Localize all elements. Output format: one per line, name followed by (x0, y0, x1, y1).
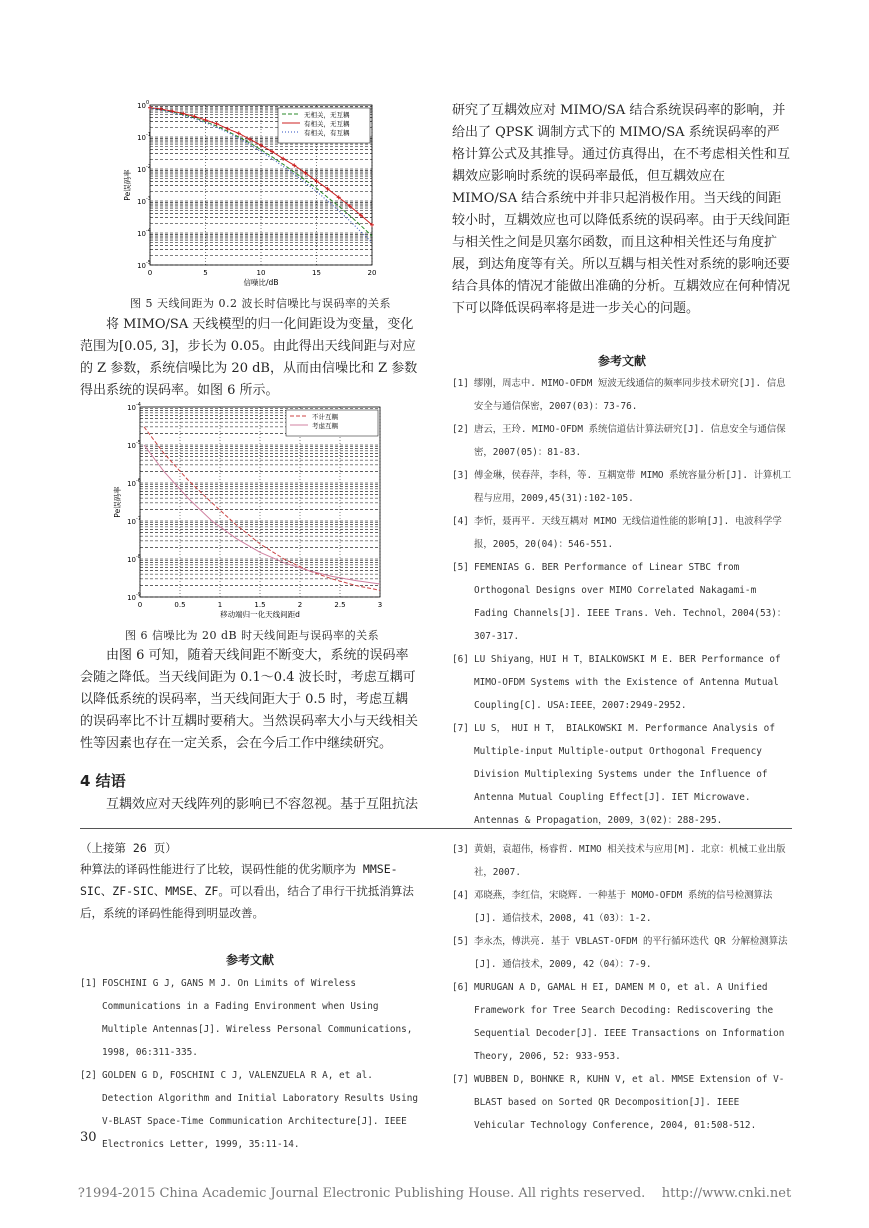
y-tick-label: 10 (137, 102, 146, 110)
copyright-footer: ?1994-2015 China Academic Journal Electronic Publishing House. All rights reserved. http://www.cnki.net (77, 1186, 792, 1201)
y-tick-exponent: -5 (136, 440, 141, 446)
x-tick-label: 0 (137, 601, 143, 609)
bottom-left-references-list (80, 972, 420, 1156)
y-tick-label: 10 (127, 480, 136, 488)
y-tick-label: 10 (137, 262, 146, 270)
x-tick-label: 5 (203, 269, 208, 277)
y-tick-exponent: -7 (136, 516, 141, 522)
x-tick-label: 2.5 (334, 601, 346, 609)
reference-text: LU S， HUI H T， BIALKOWSKI M. Performance Analysis of Multiple-input Multiple-output Orthogonal Frequency Division Multiplexing Systems under the Influence of Antenna Mutual Coupling Effect[J]. IET Microwave. Antennas & Propagation，2009，3(02)：288-295. (474, 723, 775, 826)
y-tick-exponent: -4 (136, 402, 141, 408)
reference-number: [3] (452, 844, 469, 855)
reference-item (452, 510, 792, 556)
reference-number: [1] (452, 378, 469, 389)
reference-item (452, 648, 792, 717)
reference-item (452, 464, 792, 510)
reference-text: FOSCHINI G J, GANS M J. On Limits of Wireless Communications in a Fading Environment when Using Multiple Antennas[J]. Wireless Personal Communications, 1998, 06:311-335. (102, 978, 413, 1058)
y-tick-exponent: 0 (146, 100, 150, 106)
reference-item (452, 717, 792, 832)
reference-item (452, 372, 792, 418)
y-tick-exponent: -5 (146, 260, 151, 266)
y-tick-exponent: -2 (146, 164, 151, 170)
reference-number: [6] (452, 654, 469, 665)
y-axis-label: Pe误码率 (113, 486, 122, 518)
reference-number: [3] (452, 470, 469, 481)
x-tick-label: 15 (312, 269, 321, 277)
reference-number: [2] (452, 424, 469, 435)
reference-item (80, 1064, 420, 1156)
reference-text: 邓晓燕，李红信，宋晓辉. 一种基于 MOMO-OFDM 系统的信号检测算法[J]. 通信技术，2008, 41（03）：1-2. (474, 890, 773, 924)
y-tick-label: 10 (127, 556, 136, 564)
page-number: 30 (80, 1130, 97, 1145)
reference-text: LU Shiyang，HUI H T，BIALKOWSKI M E. BER Performance of MIMO-OFDM Systems with the Existence of Antenna Mutual Coupling[C]. USA:IEEE，2007:2949-2952. (474, 654, 781, 711)
x-axis-label: 信噪比/dB (243, 278, 279, 287)
y-axis-label: Pe误码率 (123, 169, 132, 201)
reference-number: [7] (452, 1074, 469, 1085)
figure-6-caption: 图 6 信噪比为 20 dB 时天线间距与误码率的关系 (125, 629, 380, 642)
legend-label: 有相关，无互耦 (304, 120, 350, 128)
y-tick-exponent: -6 (136, 478, 141, 484)
x-tick-label: 3 (377, 601, 383, 609)
x-tick-label: 10 (256, 269, 266, 277)
right-references-title: 参考文献 (597, 354, 646, 368)
reference-item (452, 930, 792, 976)
reference-number: [1] (80, 978, 97, 989)
x-tick-label: 1.5 (254, 601, 266, 609)
y-tick-label: 10 (137, 230, 146, 238)
y-tick-exponent: -9 (136, 592, 141, 598)
reference-item (452, 418, 792, 464)
legend-label: 考虑互耦 (312, 422, 338, 430)
section-divider (80, 828, 792, 829)
reference-number: [4] (452, 516, 469, 527)
figure-5-chart (110, 95, 390, 290)
section-title: 4 结语 (80, 772, 126, 790)
x-tick-label: 2 (297, 601, 303, 609)
left-paragraph-1: 将 MIMO/SA 天线模型的归一化间距设为变量，变化范围为[0.05, 3]，步长为 0.05。由此得出天线间距与对应的 Z 参数，系统信噪比为 20 dB，从而由信噪比和 Z 参数得出系统的误码率。如图 6 所示。 (80, 317, 418, 398)
reference-text: GOLDEN G D, FOSCHINI C J, VALENZUELA R A, et al. Detection Algorithm and Initial Laboratory Results Using V-BLAST Space-Time Communication Architecture[J]. IEEE Electronics Letter, 1999, 35:11-14. (102, 1070, 419, 1150)
reference-number: [6] (452, 982, 469, 993)
y-tick-label: 10 (127, 594, 136, 602)
left-paragraph-3: 互耦效应对天线阵列的影响已不容忽视。基于互阻抗法 (106, 797, 419, 812)
legend-label: 无相关，无互耦 (304, 111, 350, 119)
reference-number: [4] (452, 890, 469, 901)
y-tick-label: 10 (137, 134, 146, 142)
reference-text: 李忻，聂再平. 天线互耦对 MIMO 无线信道性能的影响[J]. 电波科学学报，2005，20(04)：546-551. (474, 516, 782, 550)
legend-label: 有相关，有互耦 (304, 129, 350, 137)
y-tick-label: 10 (137, 166, 146, 174)
y-tick-label: 10 (127, 518, 136, 526)
reference-text: WUBBEN D, BOHNKE R, KUHN V, et al. MMSE Extension of V-BLAST based on Sorted QR Decomposition[J]. IEEE Vehicular Technology Conference, 2004, 01:508-512. (474, 1074, 785, 1131)
reference-text: 缪刚，周志中. MIMO-OFDM 短波无线通信的频率同步技术研究[J]. 信息安全与通信保密，2007(03)：73-76. (474, 378, 786, 412)
legend-label: 不计互耦 (312, 413, 338, 421)
x-tick-label: 20 (367, 269, 377, 277)
y-tick-label: 10 (127, 442, 136, 450)
y-tick-label: 10 (127, 404, 136, 412)
figure-5-caption: 图 5 天线间距为 0.2 波长时信噪比与误码率的关系 (130, 297, 391, 310)
y-tick-exponent: -8 (136, 554, 141, 560)
reference-item (452, 884, 792, 930)
reference-item (80, 972, 420, 1064)
bottom-left-references-title: 参考文献 (225, 953, 274, 967)
reference-item (452, 976, 792, 1068)
reference-item (452, 556, 792, 648)
y-tick-exponent: -4 (146, 228, 151, 234)
figure-6-chart (100, 395, 390, 625)
x-axis-label: 移动端归一化天线间距d (220, 610, 300, 619)
reference-text: MURUGAN A D, GAMAL H EI, DAMEN M O, et al. A Unified Framework for Tree Search Decoding: Rediscovering the Sequential Decoder[J]. IEEE Transactions on Information Theory, 2006, 52: 933-953. (474, 982, 785, 1062)
y-tick-exponent: -3 (146, 196, 151, 202)
reference-text: 傅金琳，侯春萍，李科，等. 互耦宽带 MIMO 系统容量分析[J]. 计算机工程与应用，2009,45(31):102-105. (474, 470, 792, 504)
reference-item (452, 1068, 792, 1137)
x-tick-label: 0.5 (174, 601, 186, 609)
reference-number: [5] (452, 936, 469, 947)
reference-number: [7] (452, 723, 469, 734)
x-tick-label: 1 (217, 601, 223, 609)
x-tick-label: 0 (147, 269, 153, 277)
reference-number: [2] (80, 1070, 97, 1081)
y-tick-label: 10 (137, 198, 146, 206)
left-paragraph-2: 由图 6 可知，随着天线间距不断变大，系统的误码率会随之降低。当天线间距为 0.1～0.4 波长时，考虑互耦可以降低系统的误码率，当天线间距大于 0.5 时，考虑互耦的误码率比不计互耦时要稍大。当然误码率大小与天线相关性等因素也存在一定关系，会在今后工作中继续研究。 (80, 648, 419, 751)
reference-text: FEMENIAS G. BER Performance of Linear STBC from Orthogonal Designs over MIMO Correlated Nakagami-m Fading Channels[J]. IEEE Trans. Veh. Technol，2004(53)：307-317. (474, 562, 787, 642)
right-paragraph-1: 研究了互耦效应对 MIMO/SA 结合系统误码率的影响，并给出了 QPSK 调制方式下的 MIMO/SA 系统误码率的严格计算公式及其推导。通过仿真得出，在不考虑相关性和互耦效应影响时系统的误码率最低，但互耦效应在 MIMO/SA 结合系统中并非只起消极作用。当天线的间距较小时，互耦效应也可以降低系统的误码率。由于天线间距与相关性之间是贝塞尔函数，而且这种相关性还与角度扩展，到达角度等有关。所以互耦与相关性对系统的影响还要结合具体的情况才能做出准确的分析。互耦效应在何种情况下可以降低误码率将是进一步关心的问题。 (452, 103, 791, 316)
reference-item (452, 838, 792, 884)
right-references-list (452, 372, 792, 832)
continued-note: （上接第 26 页） (80, 841, 177, 855)
reference-text: 李永杰，傅洪亮. 基于 VBLAST-OFDM 的平行循环迭代 QR 分解检测算法[J]. 通信技术，2009, 42（04）：7-9. (474, 936, 788, 970)
reference-text: 黄娟，袁超伟，杨睿哲. MIMO 相关技术与应用[M]. 北京：机械工业出版社，2007. (474, 844, 786, 878)
bottom-left-paragraph: 种算法的译码性能进行了比较，误码性能的优劣顺序为 MMSE-SIC、ZF-SIC、MMSE、ZF。可以看出，结合了串行干扰抵消算法后，系统的译码性能得到明显改善。 (80, 862, 414, 920)
reference-text: 唐云，王玲. MIMO-OFDM 系统信道估计算法研究[J]. 信息安全与通信保密，2007(05)：81-83. (474, 424, 786, 458)
reference-number: [5] (452, 562, 469, 573)
y-tick-exponent: -1 (146, 132, 151, 138)
bottom-right-references-list (452, 838, 792, 1137)
